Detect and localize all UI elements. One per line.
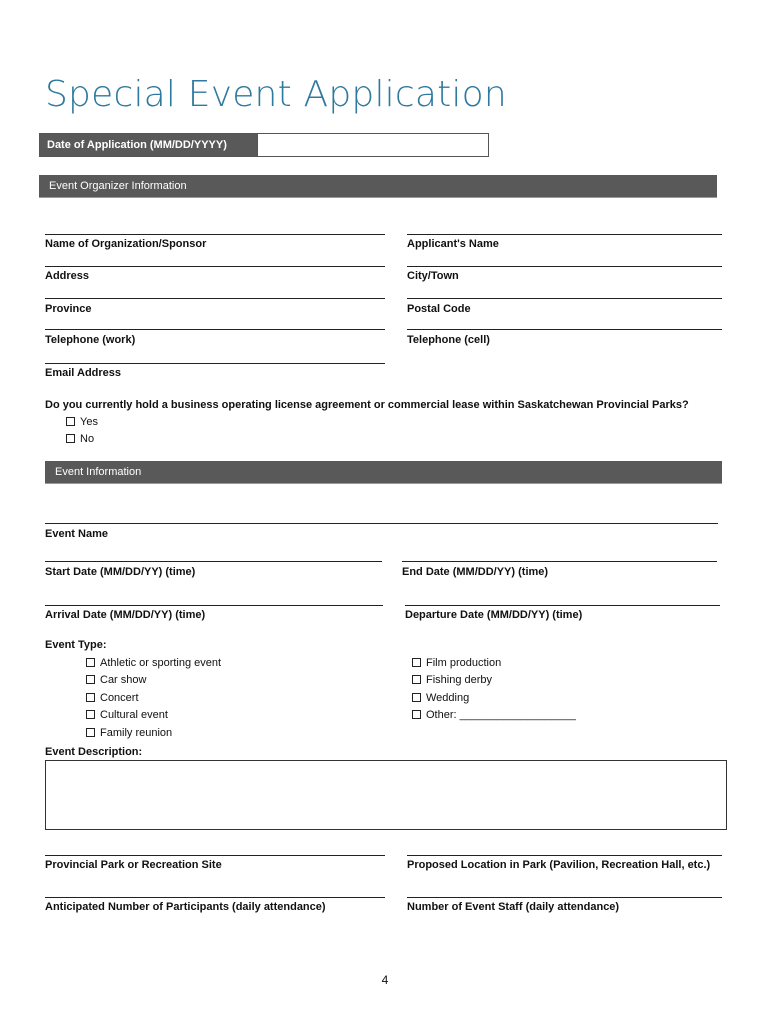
date-of-application-row	[39, 133, 489, 157]
applicant-name-field[interactable]	[407, 234, 722, 235]
athletic-label: Athletic or sporting event	[100, 657, 222, 669]
tel-work-field[interactable]	[45, 329, 385, 330]
event-description-box[interactable]	[45, 760, 727, 830]
event-section-header: Event Information	[45, 461, 722, 484]
proposed-location-field[interactable]	[407, 855, 722, 856]
tel-cell-label: Telephone (cell)	[407, 334, 490, 346]
event-description-label: Event Description:	[45, 746, 143, 758]
event-name-field[interactable]	[45, 523, 718, 524]
tel-cell-field[interactable]	[407, 329, 722, 330]
participants-field[interactable]	[45, 897, 385, 898]
departure-date-label: Departure Date (MM/DD/YY) (time)	[405, 609, 583, 621]
license-no-option[interactable]	[66, 433, 94, 445]
participants-label: Anticipated Number of Participants (daily attendance)	[45, 901, 326, 913]
type-option-fishing[interactable]	[412, 674, 492, 686]
proposed-location-label: Proposed Location in Park (Pavilion, Recreation Hall, etc.)	[407, 859, 711, 871]
car-show-label: Car show	[100, 674, 147, 686]
end-date-label: End Date (MM/DD/YY) (time)	[402, 566, 549, 578]
cultural-checkbox[interactable]	[86, 710, 95, 719]
type-option-other[interactable]	[412, 709, 576, 721]
start-date-field[interactable]	[45, 561, 382, 562]
no-checkbox[interactable]	[66, 434, 75, 443]
no-label: No	[80, 433, 95, 445]
type-option-wedding[interactable]	[412, 692, 469, 704]
concert-checkbox[interactable]	[86, 693, 95, 702]
start-date-label: Start Date (MM/DD/YY) (time)	[45, 566, 196, 578]
athletic-checkbox[interactable]	[86, 658, 95, 667]
fishing-label: Fishing derby	[426, 674, 493, 686]
org-name-field[interactable]	[45, 234, 385, 235]
org-name-label: Name of Organization/Sponsor	[45, 238, 207, 250]
province-field[interactable]	[45, 298, 385, 299]
postal-code-field[interactable]	[407, 298, 722, 299]
concert-label: Concert	[100, 692, 139, 704]
wedding-label: Wedding	[426, 692, 470, 704]
type-option-cultural[interactable]	[86, 709, 168, 721]
date-of-application-field[interactable]	[257, 134, 488, 156]
family-reunion-label: Family reunion	[100, 727, 173, 739]
park-site-field[interactable]	[45, 855, 385, 856]
wedding-checkbox[interactable]	[412, 693, 421, 702]
email-field[interactable]	[45, 363, 385, 364]
email-label: Email Address	[45, 367, 122, 379]
film-label: Film production	[426, 657, 502, 669]
car-show-checkbox[interactable]	[86, 675, 95, 684]
yes-checkbox[interactable]	[66, 417, 75, 426]
event-name-label: Event Name	[45, 528, 108, 540]
tel-work-label: Telephone (work)	[45, 334, 136, 346]
city-label: City/Town	[407, 270, 459, 282]
end-date-field[interactable]	[402, 561, 717, 562]
city-field[interactable]	[407, 266, 722, 267]
applicant-name-label: Applicant's Name	[407, 238, 499, 250]
type-option-car-show[interactable]	[86, 674, 146, 686]
other-checkbox[interactable]	[412, 710, 421, 719]
type-option-family-reunion[interactable]	[86, 727, 172, 739]
other-label: Other: ___________________	[426, 709, 576, 721]
type-option-athletic[interactable]	[86, 657, 221, 669]
film-checkbox[interactable]	[412, 658, 421, 667]
postal-code-label: Postal Code	[407, 303, 471, 315]
type-option-film[interactable]	[412, 657, 501, 669]
family-reunion-checkbox[interactable]	[86, 728, 95, 737]
address-field[interactable]	[45, 266, 385, 267]
license-question: Do you currently hold a business operating license agreement or commercial lease within Saskatchewan Provincial Parks?	[45, 399, 689, 411]
cultural-label: Cultural event	[100, 709, 168, 721]
departure-date-field[interactable]	[405, 605, 720, 606]
license-yes-option[interactable]	[66, 416, 98, 428]
type-option-concert[interactable]	[86, 692, 139, 704]
arrival-date-label: Arrival Date (MM/DD/YY) (time)	[45, 609, 206, 621]
address-label: Address	[45, 270, 90, 282]
staff-field[interactable]	[407, 897, 722, 898]
staff-label: Number of Event Staff (daily attendance)	[407, 901, 620, 913]
date-of-application-label: Date of Application (MM/DD/YYYY)	[40, 134, 257, 156]
province-label: Province	[45, 303, 92, 315]
page-number: 4	[381, 973, 389, 987]
event-type-label: Event Type:	[45, 639, 107, 651]
arrival-date-field[interactable]	[45, 605, 383, 606]
fishing-checkbox[interactable]	[412, 675, 421, 684]
page-title: Special Event Application	[45, 74, 507, 115]
organizer-section-header: Event Organizer Information	[39, 175, 717, 198]
park-site-label: Provincial Park or Recreation Site	[45, 859, 222, 871]
yes-label: Yes	[80, 416, 98, 428]
